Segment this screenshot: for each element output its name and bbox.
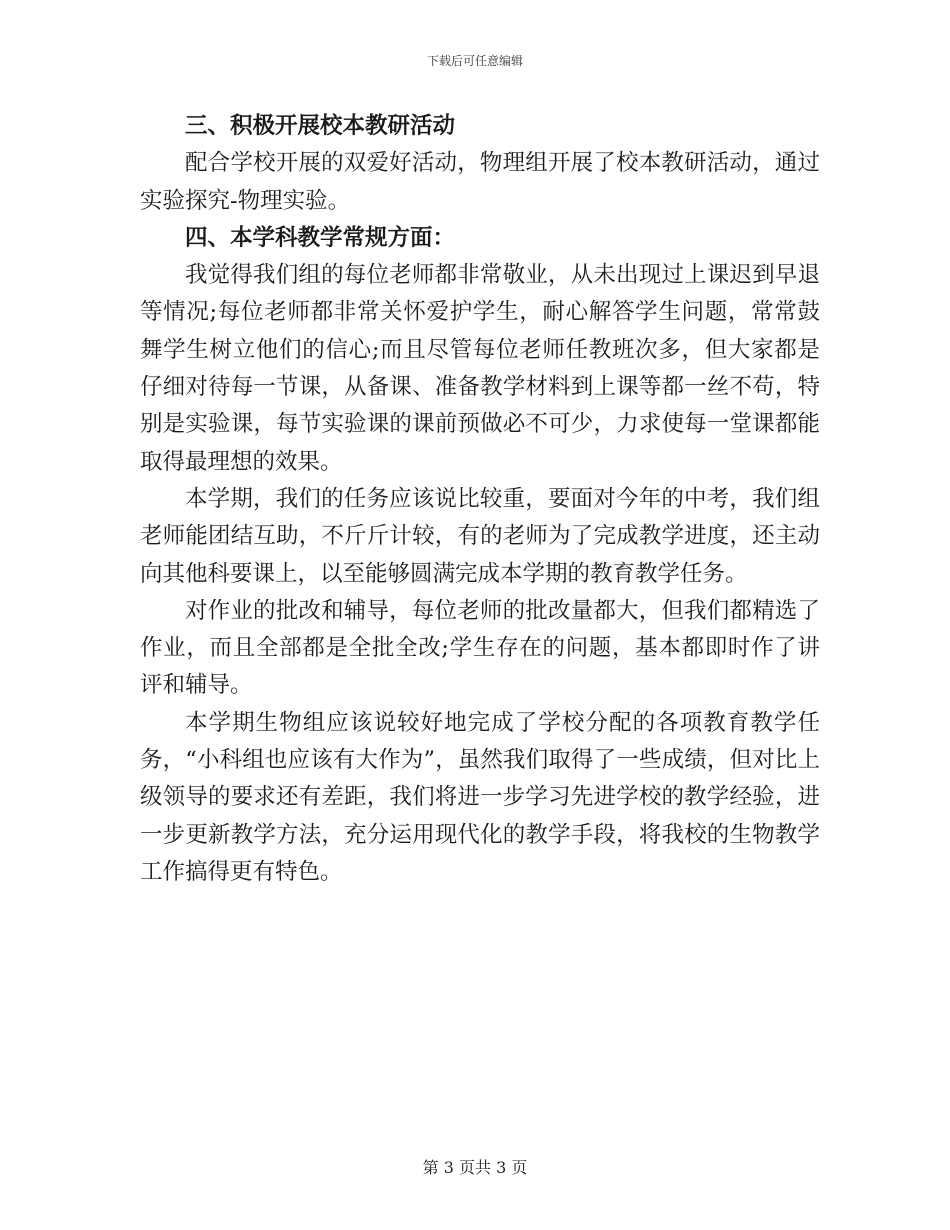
page-number: 第 3 页共 3 页 (422, 1158, 528, 1177)
paragraph-school-activities: 配合学校开展的双爱好活动，物理组开展了校本教研活动，通过实验探究-物理实验。 (140, 150, 820, 214)
page-header: 下载后可任意编辑 (426, 54, 523, 68)
section-heading-3: 三、积极开展校本教研活动 (185, 113, 456, 139)
paragraph-teacher-dedication: 我觉得我们组的每位老师都非常敬业，从未出现过上课迟到早退等情况;每位老师都非常关怀爱护学生，耐心解答学生问题，常常鼓舞学生树立他们的信心;而且尽管每位老师任教班次多，但大家都是仔细对待每一节课，从备课、准备教学材料到上课等都一丝不苟，特别是实验课，每节实验课的课前预做必不可少，力求使每一堂课都能取得最理想的效果。 (140, 262, 820, 475)
paragraph-summary: 本学期生物组应该说较好地完成了学校分配的各项教育教学任务，“小科组也应该有大作为”，虽然我们取得了一些成绩，但对比上级领导的要求还有差距，我们将进一步学习先进学校的教学经验，进一步更新教学方法，充分运用现代化的教学手段，将我校的生物教学工作搞得更有特色。 (140, 709, 820, 885)
paragraph-homework-grading: 对作业的批改和辅导，每位老师的批改量都大，但我们都精选了作业，而且全部都是全批全改;学生存在的问题，基本都即时作了讲评和辅导。 (140, 597, 820, 699)
paragraph-semester-tasks: 本学期，我们的任务应该说比较重，要面对今年的中考，我们组老师能团结互助，不斤斤计较，有的老师为了完成教学进度，还主动向其他科要课上，以至能够圆满完成本学期的教育教学任务。 (140, 485, 820, 587)
section-heading-4: 四、本学科教学常规方面： (185, 224, 456, 251)
document-body (140, 108, 820, 891)
